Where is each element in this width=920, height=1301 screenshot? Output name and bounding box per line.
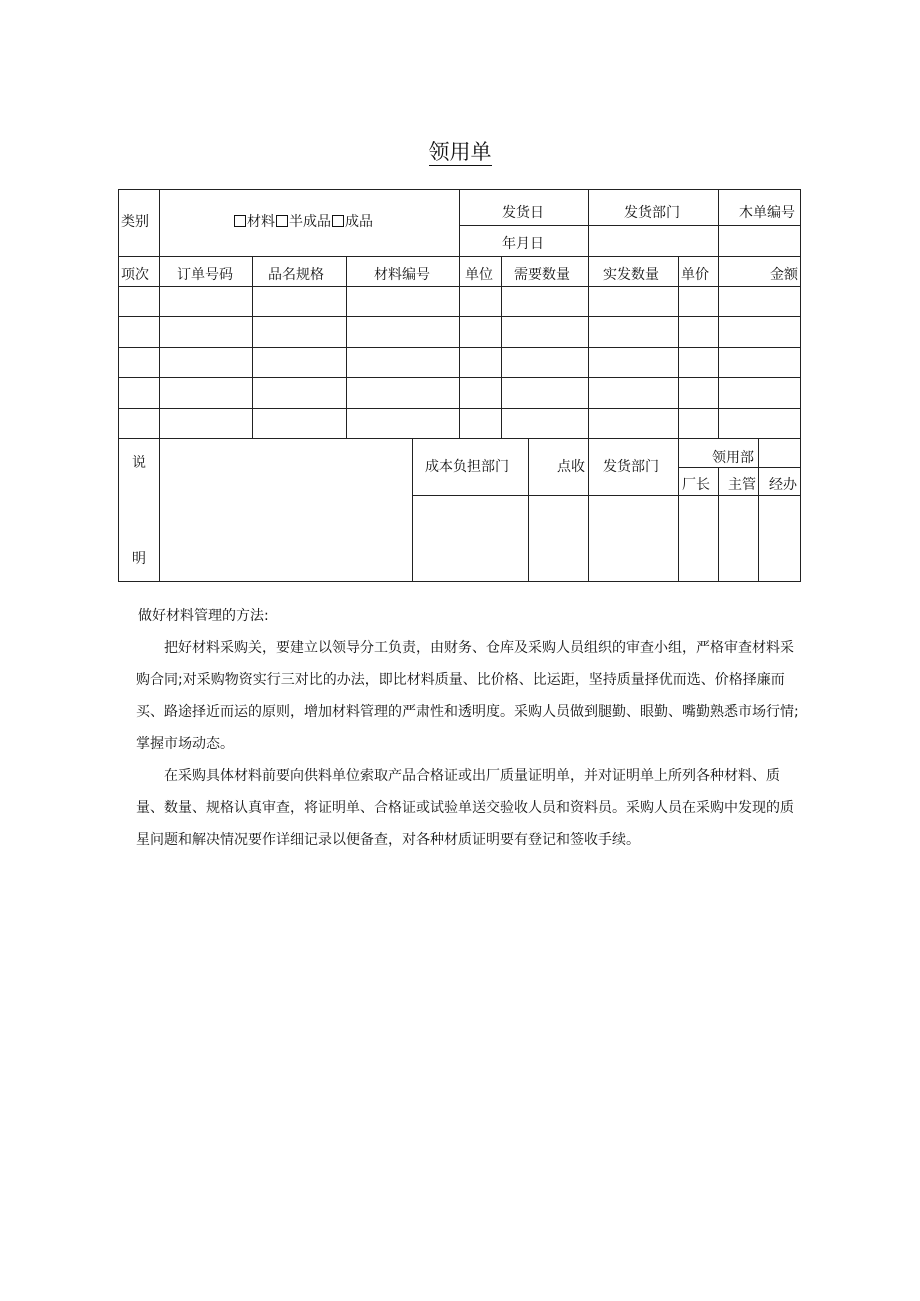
column-header-required-qty: 需要数量: [514, 267, 570, 283]
category-label: 类别: [121, 214, 149, 230]
doc-number-label: 木单编号: [739, 205, 795, 221]
header-divider: [159, 189, 160, 256]
category-option-finished: 成品: [345, 214, 373, 230]
footer-sub-rule: [678, 467, 801, 468]
ship-date-label: 发货日: [502, 205, 544, 221]
header-divider: [588, 189, 589, 256]
footer-divider: [718, 467, 719, 581]
signer-factory-director: 厂长: [682, 477, 710, 493]
column-divider: [346, 256, 347, 438]
header-divider: [459, 189, 460, 256]
header-divider: [718, 189, 719, 256]
notes-heading: 做好材料管理的方法:: [138, 608, 269, 624]
notes-paragraph: 把好材料采购关，要建立以领导分工负责，由财务、仓库及采购人员组织的审查小组，严格审查材料采购合同;对采购物资实行三对比的办法，即比材料质量、比价格、比运距，坚持质量择优而选、价格择廉而买、路途择近而运的原则，增加材料管理的严肃性和透明度。采购人员做到腿勤、眼勤、嘴勤熟悉市场行情;掌握市场动态。: [136, 640, 799, 752]
column-header-unit-price: 单价: [681, 267, 709, 283]
table-bottom-border: [118, 581, 801, 582]
column-divider: [718, 256, 719, 438]
requisition-form-table: [0, 0, 920, 600]
footer-divider: [678, 438, 679, 581]
column-divider: [252, 256, 253, 438]
ship-date-value: 年月日: [502, 236, 544, 252]
column-header-spec: 品名规格: [268, 267, 324, 283]
footer-divider: [412, 438, 413, 581]
column-header-amount: 金额: [770, 267, 798, 283]
footer-divider: [159, 438, 160, 581]
column-divider: [588, 256, 589, 438]
ship-dept-label: 发货部门: [624, 205, 680, 221]
footer-divider: [528, 438, 529, 581]
table-right-border: [800, 189, 801, 582]
footer-mid-rule: [412, 495, 801, 496]
header-mid-rule: [459, 225, 801, 226]
column-header-issued-qty: 实发数量: [603, 267, 659, 283]
column-divider: [459, 256, 460, 438]
check-label: 点收: [557, 459, 585, 475]
notes-paragraph: 在采购具体材料前要向供料单位索取产品合格证或出厂质量证明单，并对证明单上所列各种材料、质量、数量、规格认真审查，将证明单、合格证或试验单送交验收人员和资料员。采购人员在采购中发现的质星问题和解决情况要作详细记录以便备查，对各种材质证明要有登记和签收手续。: [136, 768, 794, 848]
checkbox-finished[interactable]: [332, 215, 344, 227]
column-header-unit: 单位: [465, 267, 493, 283]
footer-divider: [588, 438, 589, 581]
column-header-order-no: 订单号码: [177, 267, 233, 283]
form-title-text: 领用单: [428, 140, 492, 164]
column-header-material-no: 材料编号: [374, 267, 430, 283]
column-header-item-no: 项次: [121, 267, 149, 283]
note-label-bottom: 明: [132, 551, 146, 567]
cost-dept-label: 成本负担部门: [425, 459, 509, 475]
category-options: [234, 213, 373, 231]
column-divider: [159, 256, 160, 438]
footer-ship-dept-label: 发货部门: [603, 459, 659, 475]
category-option-material: 材料: [247, 214, 275, 230]
signer-handler: 经办: [769, 477, 797, 493]
category-option-semi-finished: 半成品: [289, 214, 331, 230]
note-label-top: 说: [132, 455, 146, 471]
footer-divider: [758, 438, 759, 581]
signer-supervisor: 主管: [728, 477, 756, 493]
checkbox-semi-finished[interactable]: [276, 215, 288, 227]
column-divider: [678, 256, 679, 438]
receiving-dept-label: 领用部: [712, 450, 754, 466]
checkbox-material[interactable]: [234, 215, 246, 227]
row-rule: [118, 438, 801, 439]
column-divider: [501, 256, 502, 438]
table-left-border: [118, 189, 119, 582]
management-notes: [138, 600, 804, 856]
